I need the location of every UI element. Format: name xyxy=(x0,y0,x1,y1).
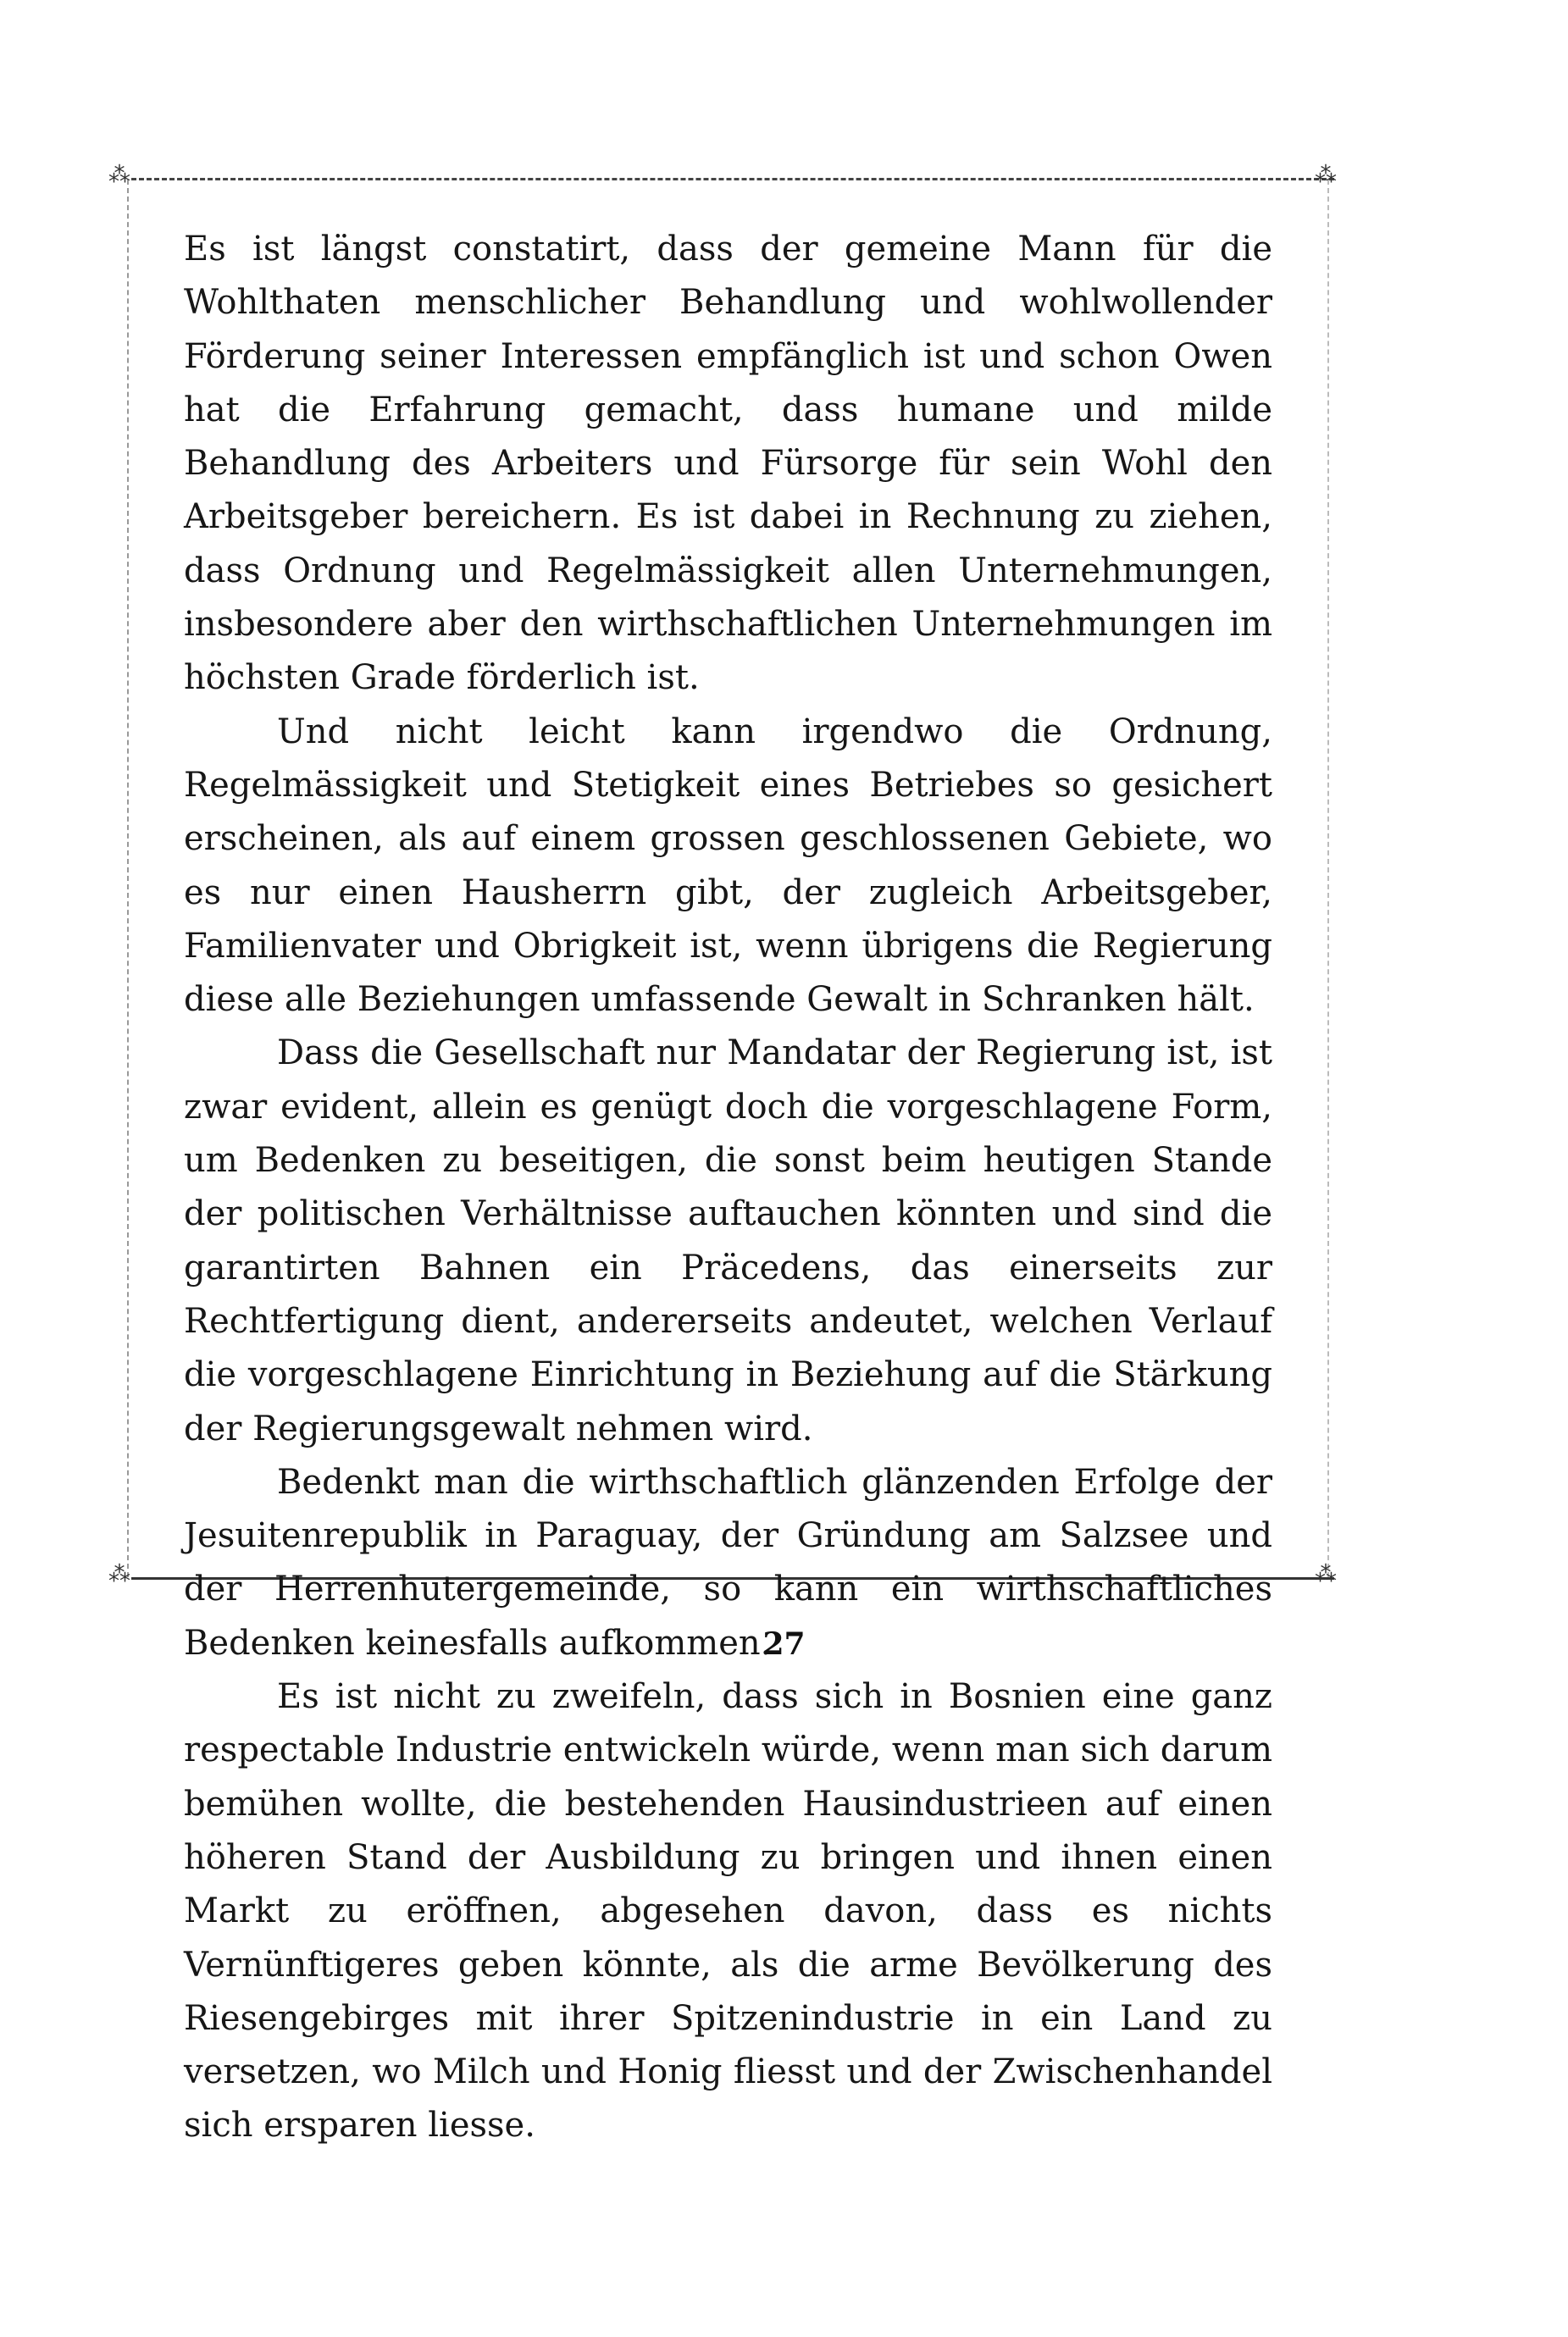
paragraph-1: Es ist längst constatirt, dass der gemeine Mann für die Wohlthaten menschlicher Behandlung und wohlwollender Förderung seiner Interessen empfänglich ist und schon Owen hat die Erfahrung gemacht, dass humane und milde Behandlung des Arbeiters und Fürsorge für sein Wohl den Arbeitsgeber bereichern. Es ist dabei in Rechnung zu ziehen, dass Ordnung und Regelmässigkeit allen Unternehmungen, insbesondere aber den wirthschaftlichen Unternehmungen im höchsten Grade förderlich ist. xyxy=(184,230,1272,698)
left-frame-line xyxy=(127,180,129,1577)
corner-ornament-icon: ⁂ xyxy=(108,163,130,188)
right-frame-line xyxy=(1327,180,1329,1577)
corner-ornament-icon: ⁂ xyxy=(1315,1562,1337,1587)
corner-ornament-icon: ⁂ xyxy=(108,1562,130,1587)
page-number: 27 xyxy=(762,1626,806,1662)
paragraph-4: Bedenkt man die wirthschaftlich glänzenden Erfolge der Jesuitenrepublik in Paraguay, der Gründung am Salzsee und der Herrenhutergemeinde, so kann ein wirthschaftliches Bedenken keinesfalls aufkommen. xyxy=(184,1462,1272,1663)
paragraph-3: Dass die Gesellschaft nur Mandatar der Regierung ist, ist zwar evident, allein es genügt doch die vorgeschlagene Form, um Bedenken zu beseitigen, die sonst beim heutigen Stande der politischen Verhältnisse auftauchen könnten und sind die garantirten Bahnen ein Präcedens, das einerseits zur Rechtfertigung dient, andererseits andeutet, welchen Verlauf die vorgeschlagene Einrichtung in Beziehung auf die Stärkung der Regierungsgewalt nehmen wird. xyxy=(184,1033,1272,1448)
corner-ornament-icon: ⁂ xyxy=(1315,163,1337,188)
body-text xyxy=(184,223,1272,2153)
top-ornamental-rule xyxy=(131,178,1334,180)
paragraph-2: Und nicht leicht kann irgendwo die Ordnung, Regelmässigkeit und Stetigkeit eines Betriebes so gesichert erscheinen, als auf einem grossen geschlossenen Gebiete, wo es nur einen Hausherrn gibt, der zugleich Arbeitsgeber, Familienvater und Obrigkeit ist, wenn übrigens die Regierung diese alle Beziehungen umfassende Gewalt in Schranken hält. xyxy=(184,712,1272,1020)
paragraph-5: Es ist nicht zu zweifeln, dass sich in Bosnien eine ganz respectable Industrie entwickeln würde, wenn man sich darum bemühen wollte, die bestehenden Hausindustrieen auf einen höheren Stand der Ausbildung zu bringen und ihnen einen Markt zu eröffnen, abgesehen davon, dass es nichts Vernünftigeres geben könnte, als die arme Bevölkerung des Riesengebirges mit ihrer Spitzenindustrie in ein Land zu versetzen, wo Milch und Honig fliesst und der Zwischenhandel sich ersparen liesse. xyxy=(184,1677,1272,2146)
